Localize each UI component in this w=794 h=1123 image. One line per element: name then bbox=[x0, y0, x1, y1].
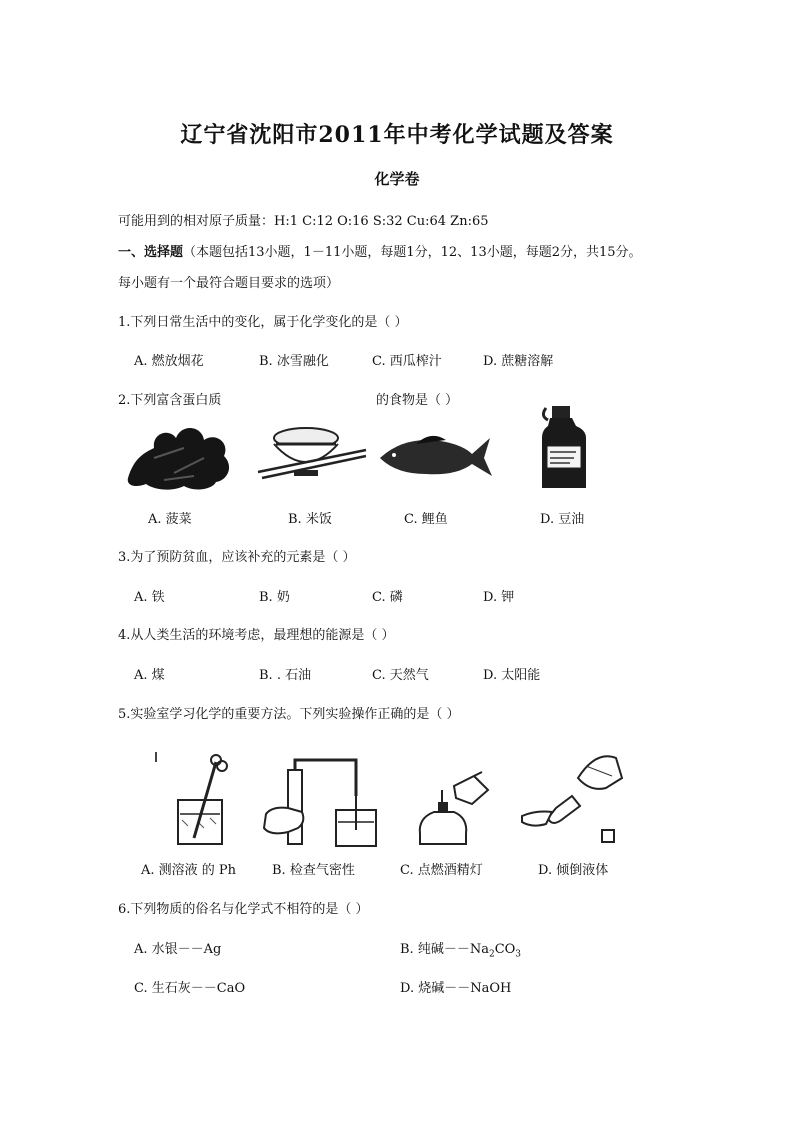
q6-option-b-sub2: 3 bbox=[515, 949, 522, 960]
q3-option-c: C. 磷 bbox=[372, 590, 403, 605]
q4-option-c: C. 天然气 bbox=[372, 668, 429, 683]
page-subtitle: 化学卷 bbox=[374, 170, 420, 188]
q1-option-d: D. 蔗糖溶解 bbox=[483, 354, 554, 369]
question-4-stem: 4.从人类生活的环境考虑，最理想的能源是（ ） bbox=[118, 628, 395, 643]
q6-option-b bbox=[400, 938, 521, 960]
q6-option-d: D. 烧碱－－NaOH bbox=[400, 981, 512, 996]
q6-option-b-text: B. 纯碱－－Na bbox=[400, 942, 489, 957]
question-6-stem: 6.下列物质的俗名与化学式不相符的是（ ） bbox=[118, 902, 369, 917]
q1-option-c: C. 西瓜榨汁 bbox=[372, 354, 442, 369]
section-note: （本题包括13小题，1－11小题，每题1分，12、13小题，每题2分，共15分。 bbox=[183, 245, 642, 260]
q6-option-b-sub1: 2 bbox=[488, 949, 495, 960]
q2-option-c: C. 鲤鱼 bbox=[404, 512, 448, 527]
oil-bottle-image bbox=[536, 404, 592, 494]
pour-liquid-image bbox=[516, 748, 626, 848]
question-3-stem: 3.为了预防贫血，应该补充的元素是（ ） bbox=[118, 550, 356, 565]
question-5-stem: 5.实验室学习化学的重要方法。下列实验操作正确的是（ ） bbox=[118, 707, 460, 722]
q6-option-b-mid: CO bbox=[494, 942, 516, 957]
page-title: 辽宁省沈阳市2011年中考化学试题及答案 bbox=[180, 122, 614, 148]
q6-option-c: C. 生石灰－－CaO bbox=[134, 981, 246, 996]
q4-option-a: A. 煤 bbox=[134, 668, 165, 683]
q2-option-b: B. 米饭 bbox=[288, 512, 332, 527]
q5-option-a: A. 测溶液 的 Ph bbox=[141, 863, 237, 878]
question-1-stem: 1.下列日常生活中的变化，属于化学变化的是（ ） bbox=[118, 315, 408, 330]
q6-option-a: A. 水银－－Ag bbox=[134, 942, 222, 957]
carp-image bbox=[376, 428, 494, 484]
ph-test-image bbox=[150, 748, 250, 848]
alcohol-lamp-image bbox=[412, 770, 494, 850]
q5-option-b: B. 检查气密性 bbox=[272, 863, 355, 878]
atomic-mass-line: 可能用到的相对原子质量：H:1 C:12 O:16 S:32 Cu:64 Zn:65 bbox=[118, 214, 489, 229]
question-2-stem-part2: 的食物是（ ） bbox=[376, 393, 459, 408]
q5-option-d: D. 倾倒液体 bbox=[538, 863, 609, 878]
q1-option-a: A. 燃放烟花 bbox=[134, 354, 204, 369]
q2-option-a: A. 菠菜 bbox=[148, 512, 192, 527]
q2-option-d: D. 豆油 bbox=[540, 512, 585, 527]
q1-option-b: B. 冰雪融化 bbox=[259, 354, 329, 369]
q3-option-d: D. 钾 bbox=[483, 590, 515, 605]
section-heading-line bbox=[118, 241, 642, 260]
q4-option-b: B. . 石油 bbox=[259, 668, 312, 683]
section-heading: 一、选择题 bbox=[118, 245, 184, 260]
question-2-stem-part1: 2.下列富含蛋白质 bbox=[118, 393, 222, 408]
rice-bowl-image bbox=[256, 420, 368, 490]
section-note-2: 每小题有一个最符合题目要求的选项） bbox=[118, 276, 340, 291]
spinach-image bbox=[124, 418, 236, 493]
airtightness-image bbox=[262, 756, 380, 850]
q4-option-d: D. 太阳能 bbox=[483, 668, 541, 683]
q5-option-c: C. 点燃酒精灯 bbox=[400, 863, 483, 878]
q3-option-a: A. 铁 bbox=[134, 590, 165, 605]
q3-option-b: B. 奶 bbox=[259, 590, 290, 605]
